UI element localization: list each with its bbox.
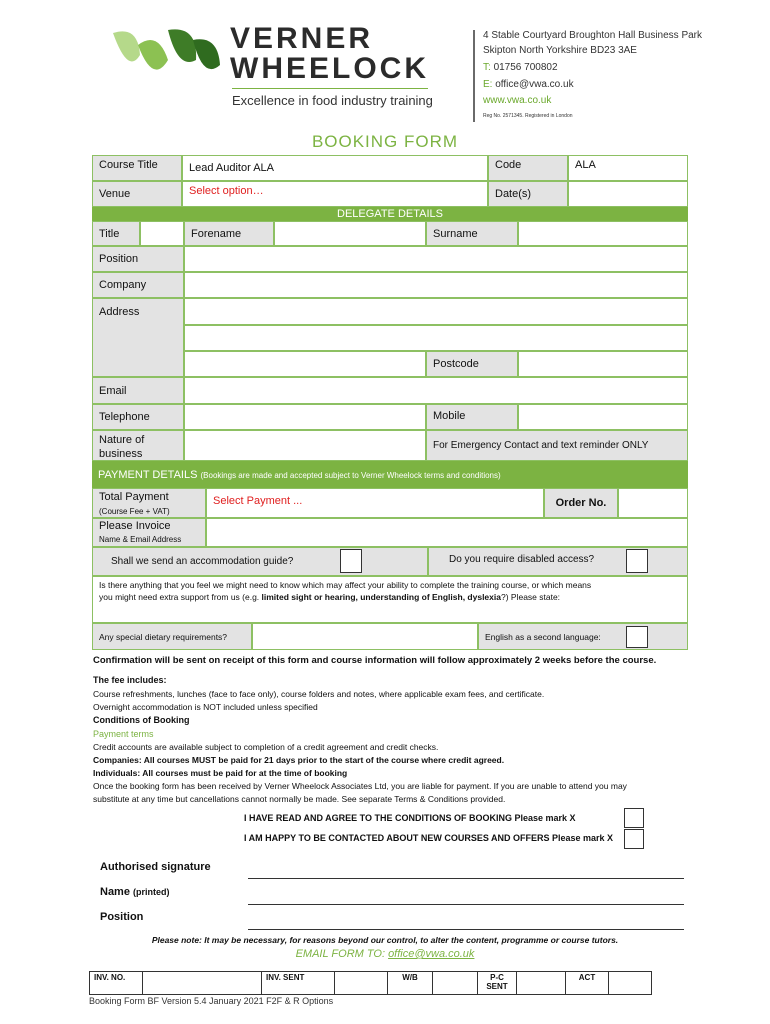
email-value: office@vwa.co.uk (495, 79, 574, 90)
agree-conditions-text: I HAVE READ AND AGREE TO THE CONDITIONS OF BOOKING Please mark X (244, 813, 576, 823)
tel-label: T: (483, 62, 491, 73)
table-row (90, 972, 652, 995)
email-label: Email (92, 377, 184, 404)
mobile-field[interactable] (518, 404, 688, 430)
mobile-label: Mobile (426, 404, 518, 430)
agree-conditions-checkbox[interactable] (624, 808, 644, 828)
leaf-logo-icon (108, 25, 228, 95)
inv-no-field[interactable] (143, 972, 262, 995)
support-question-line2a: you might need extra support from us (e.g. (99, 592, 262, 602)
footer-note: Please note: It may be necessary, for reasons beyond our control, to alter the content, programme or course tutors. (151, 935, 619, 945)
office-use-table (89, 971, 652, 995)
position-field[interactable] (184, 246, 688, 272)
forename-label: Forename (184, 221, 274, 246)
company-label: Company (92, 272, 184, 298)
nature-of-business-field[interactable] (184, 430, 426, 461)
brand-name-line1: VERNER (230, 22, 374, 55)
telephone-line (483, 62, 558, 73)
payment-header-title: PAYMENT DETAILS (98, 469, 198, 481)
header-divider (473, 30, 475, 122)
accommodation-question: Shall we send an accommodation guide? (92, 547, 428, 576)
tel-value: 01756 700802 (493, 62, 558, 73)
payment-select[interactable]: Select Payment ... (206, 488, 544, 518)
forename-field[interactable] (274, 221, 426, 246)
tagline-rule (232, 88, 428, 89)
disabled-access-question: Do you require disabled access? (428, 547, 688, 576)
position-line[interactable] (248, 929, 684, 930)
signature-line[interactable] (248, 878, 684, 879)
form-title: BOOKING FORM (311, 132, 459, 151)
order-number-field[interactable] (618, 488, 688, 518)
confirmation-note: Confirmation will be sent on receipt of this form and course information will follow approximately 2 weeks before the course. (93, 655, 657, 666)
esl-checkbox[interactable] (626, 626, 648, 648)
email-form-link[interactable]: office@vwa.co.uk (388, 948, 475, 960)
email-form-line (0, 948, 770, 960)
act-field[interactable] (609, 972, 652, 995)
accommodation-checkbox[interactable] (340, 549, 362, 573)
fee-heading: The fee includes: (93, 675, 167, 685)
booking-form-grid (92, 155, 688, 650)
code-label: Code (488, 155, 568, 181)
venue-label: Venue (92, 181, 182, 207)
address-line3-field[interactable] (184, 351, 426, 377)
telephone-field[interactable] (184, 404, 426, 430)
brand-tagline: Excellence in food industry training (232, 93, 433, 108)
inv-sent-label: INV. SENT (262, 972, 335, 995)
version-note: Booking Form BF Version 5.4 January 2021 F2F & R Options (89, 996, 334, 1006)
wb-label: W/B (388, 972, 433, 995)
name-label (100, 886, 170, 898)
name-label-sub: (printed) (133, 887, 170, 897)
pc-sent-label: P-C SENT (478, 972, 517, 995)
dietary-field[interactable] (252, 623, 478, 650)
address-line1: 4 Stable Courtyard Broughton Hall Business Park (483, 30, 703, 41)
total-label-sub: (Course Fee + VAT) (99, 507, 170, 516)
emergency-contact-note: For Emergency Contact and text reminder ONLY (426, 430, 688, 461)
authorised-signature-label: Authorised signature (100, 861, 211, 873)
address-label: Address (92, 298, 184, 377)
course-title-field[interactable]: Lead Auditor ALA (182, 155, 488, 181)
invoice-field[interactable] (206, 518, 688, 547)
terms-line3: Individuals: All courses must be paid for at the time of booking (93, 768, 348, 778)
registration-note: Reg No. 2571345. Registered in London (483, 113, 573, 119)
payment-terms-heading: Payment terms (93, 729, 154, 739)
position-label: Position (92, 246, 184, 272)
nature-of-business-label (92, 430, 184, 461)
name-label-main: Name (100, 886, 130, 898)
title-field[interactable] (140, 221, 184, 246)
conditions-heading: Conditions of Booking (93, 715, 190, 725)
fee-line1: Course refreshments, lunches (face to face only), course folders and notes, where applicable exam fees, and certificate. (93, 689, 545, 699)
terms-line4: Once the booking form has been received by Verner Wheelock Associates Ltd, you are liable for payment. If you are unable to attend you may (93, 781, 627, 791)
support-question-line2c: ?) Please state: (500, 592, 561, 602)
email-form-prefix: EMAIL FORM TO: (295, 948, 389, 960)
terms-line5: substitute at any time but cancellations cannot normally be made. See separate Terms & Conditions provided. (93, 794, 506, 804)
code-field[interactable]: ALA (568, 155, 688, 181)
dietary-question: Any special dietary requirements? (92, 623, 252, 650)
postcode-field[interactable] (518, 351, 688, 377)
telephone-label: Telephone (92, 404, 184, 430)
inv-no-label: INV. NO. (90, 972, 143, 995)
terms-line1: Credit accounts are available subject to completion of a credit agreement and credit checks. (93, 742, 439, 752)
support-question-line1: Is there anything that you feel we might need to know which may affect your ability to complete the training course, or which means (99, 580, 592, 590)
postcode-label: Postcode (426, 351, 518, 377)
invoice-label-main: Please Invoice (99, 520, 171, 532)
pc-sent-field[interactable] (517, 972, 566, 995)
act-label: ACT (566, 972, 609, 995)
contact-consent-text: I AM HAPPY TO BE CONTACTED ABOUT NEW COURSES AND OFFERS Please mark X (244, 833, 614, 843)
wb-field[interactable] (433, 972, 478, 995)
title-label: Title (92, 221, 140, 246)
order-number-label: Order No. (544, 488, 618, 518)
fee-line2: Overnight accommodation is NOT included unless specified (93, 702, 318, 712)
dates-label: Date(s) (488, 181, 568, 207)
inv-sent-field[interactable] (335, 972, 388, 995)
support-question (92, 576, 688, 623)
course-title-label: Course Title (92, 155, 182, 181)
terms-line2: Companies: All courses MUST be paid for 21 days prior to the start of the course where credit agreed. (93, 755, 505, 765)
company-field[interactable] (184, 272, 688, 298)
esl-question: English as a second language: (478, 623, 688, 650)
address-line2: Skipton North Yorkshire BD23 3AE (483, 45, 637, 56)
invoice-label (92, 518, 206, 547)
surname-label: Surname (426, 221, 518, 246)
address-line1-field[interactable] (184, 298, 688, 325)
email-line (483, 79, 574, 90)
venue-select[interactable]: Select option… (182, 181, 488, 207)
address-line2-field[interactable] (184, 325, 688, 351)
payment-details-header (92, 461, 688, 488)
invoice-label-sub: Name & Email Address (99, 535, 182, 544)
brand-name-line2: WHEELOCK (230, 52, 429, 85)
total-payment-label (92, 488, 206, 518)
disabled-access-checkbox[interactable] (626, 549, 648, 573)
contact-consent-checkbox[interactable] (624, 829, 644, 849)
surname-field[interactable] (518, 221, 688, 246)
delegate-details-header: DELEGATE DETAILS (92, 207, 688, 221)
payment-header-note: (Bookings are made and accepted subject to Verner Wheelock terms and conditions) (200, 471, 501, 480)
position-signature-label: Position (100, 911, 144, 923)
nature-label-line1: Nature of (99, 434, 145, 446)
name-line[interactable] (248, 904, 684, 905)
email-label: E: (483, 79, 493, 90)
total-label-main: Total Payment (99, 491, 169, 503)
website-link[interactable]: www.vwa.co.uk (483, 95, 552, 106)
nature-label-line2: business (99, 448, 143, 460)
email-field[interactable] (184, 377, 688, 404)
support-question-emphasis: limited sight or hearing, understanding of English, dyslexia (261, 592, 501, 602)
dates-field[interactable] (568, 181, 688, 207)
